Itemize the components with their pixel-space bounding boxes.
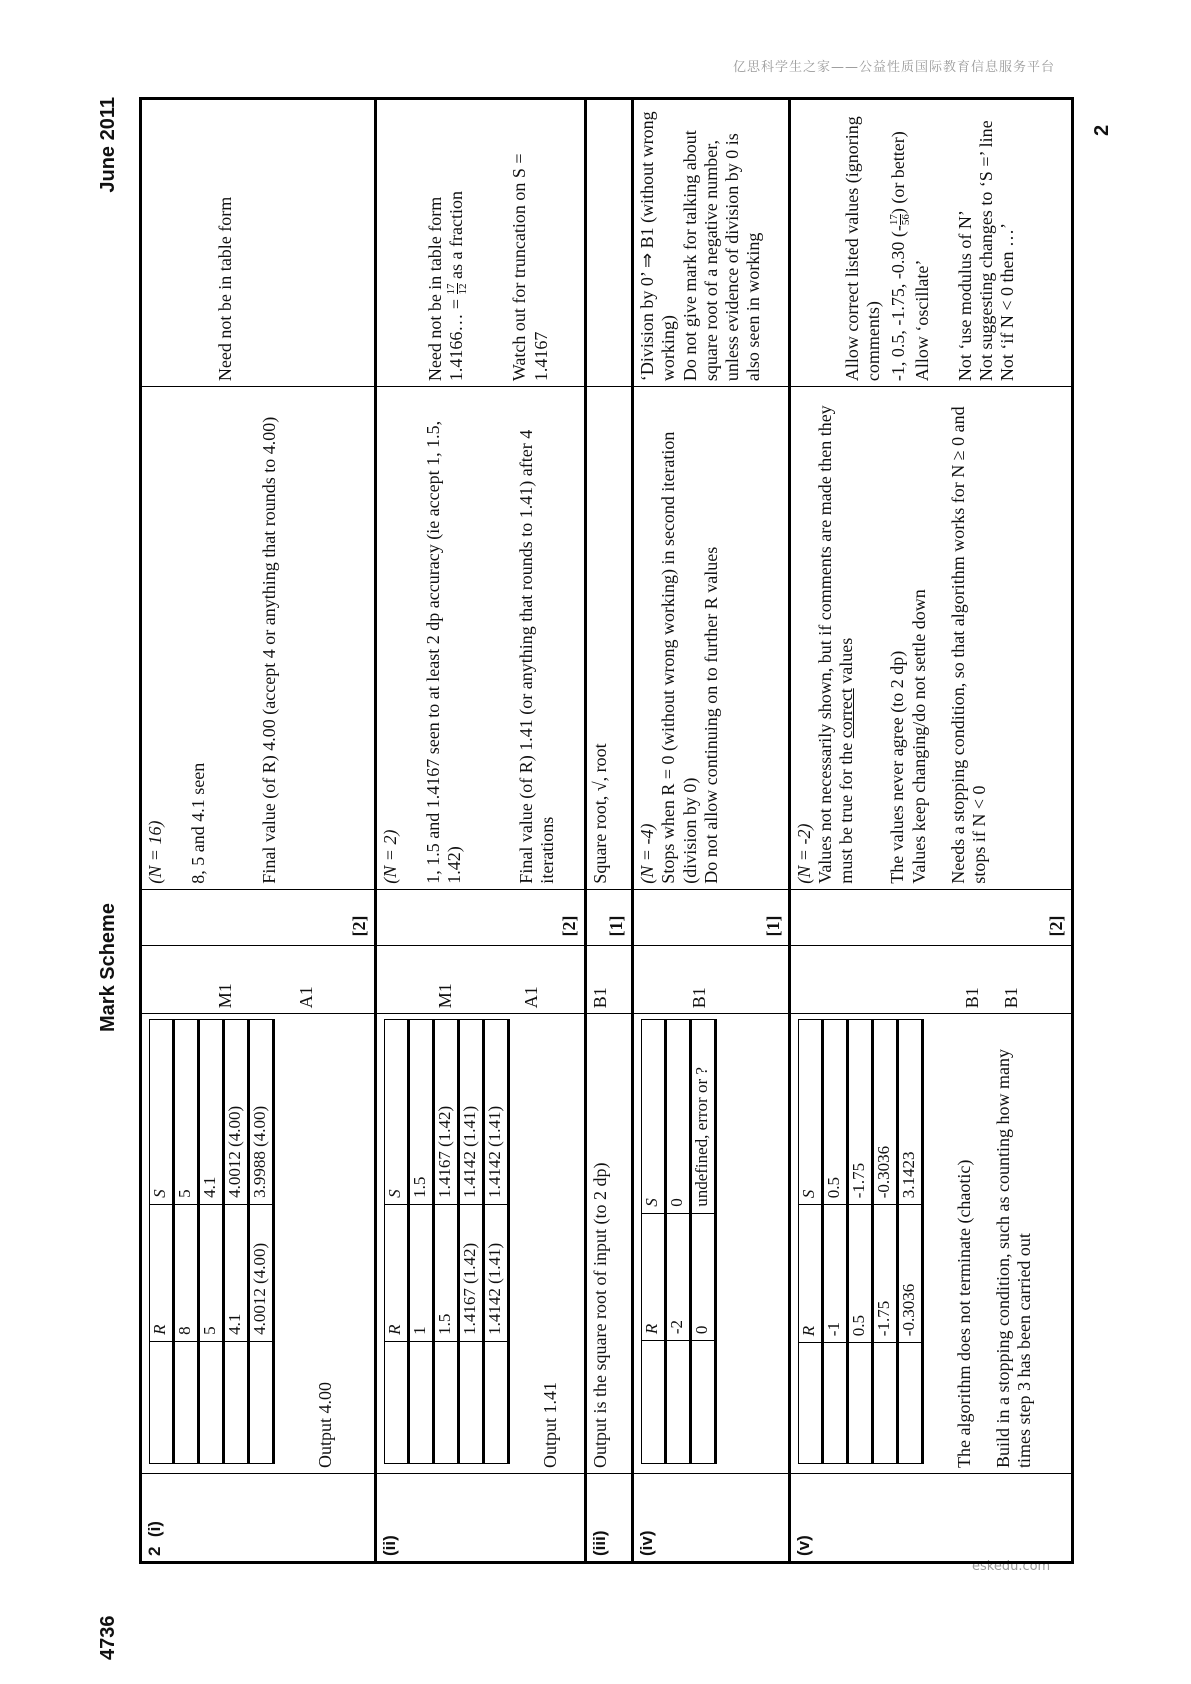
page-number: 2	[1091, 124, 1113, 136]
watermark-top: 亿思科学生之家——公益性质国际教育信息服务平台	[732, 60, 1055, 75]
table-header-r: R	[798, 1205, 822, 1343]
comment-text: ‘Division by 0’ ⇒ B1 (without wrong working)	[637, 111, 679, 382]
table-cell: 0.5	[847, 1205, 872, 1343]
part-label: (iv)	[633, 1473, 790, 1562]
rotated-page	[89, 97, 1139, 1660]
table-cell: 1.4142 (1.41)	[483, 1020, 508, 1205]
mark: B1	[961, 987, 982, 1009]
fraction	[446, 284, 469, 295]
answer-cell	[141, 1014, 376, 1474]
table-header-s: S	[384, 1020, 408, 1205]
comment-text: Allow ‘oscillate’	[911, 259, 932, 382]
guidance-text: 1, 1.5 and 1.4167 seen to at least 2 dp accuracy (ie accept 1, 1.5, 1.42)	[423, 420, 465, 884]
comment-text: Not ‘use modulus of N’	[954, 210, 975, 382]
page-header	[89, 97, 129, 1660]
part-label: (iii)	[585, 1473, 632, 1562]
table-cell: 5	[174, 1020, 199, 1205]
guidance-text: Square root, √, root	[585, 387, 632, 890]
table-cell: -0.3036	[872, 1020, 897, 1205]
part-label: (v)	[789, 1473, 1072, 1562]
table-cell: -1.75	[872, 1205, 897, 1343]
table-cell: 1.4167 (1.42)	[458, 1204, 483, 1341]
marks-cell	[633, 945, 790, 1014]
mark: B1	[585, 945, 632, 1014]
table-cell: 1.5	[433, 1204, 458, 1341]
total-marks: [2]	[348, 915, 369, 937]
table-cell: 3.1423	[897, 1020, 922, 1205]
row-part-iv	[633, 99, 790, 1563]
guidance-text: The values never agree (to 2 dp)	[887, 650, 908, 884]
guidance-text: Final value (of R) 1.41 (or anything that rounds to 1.41) after 4 iterations	[515, 429, 557, 884]
row-part-ii	[375, 99, 585, 1563]
comment-fraction-line	[446, 105, 469, 381]
guidance-cell	[141, 387, 376, 890]
trace-table	[149, 1019, 275, 1464]
comment-text: Do not give mark for talking about square root of a negative number, unless evidence of division by 0 is also seen in working	[679, 130, 764, 382]
table-header-r: R	[150, 1204, 174, 1341]
guidance-text: Values keep changing/do not settle down	[908, 589, 929, 884]
comment-text: as a fraction	[446, 191, 467, 279]
output-text: Output 4.00	[315, 1381, 335, 1468]
marks-cell	[141, 945, 376, 1014]
guidance-text: Needs a stopping condition, so that algorithm works for N ≥ 0 and stops if N < 0	[947, 406, 990, 884]
guidance-n: (N = 2)	[379, 829, 400, 884]
table-cell: 4.1	[199, 1020, 224, 1205]
comment-text: Not ‘if N < 0 then …’	[997, 223, 1018, 382]
trace-table	[798, 1019, 924, 1464]
table-cell: 5	[199, 1204, 224, 1341]
comment-cell	[375, 99, 585, 387]
table-cell: 1.5	[408, 1020, 433, 1205]
guidance-cell	[633, 387, 790, 890]
trace-table	[641, 1019, 717, 1464]
fraction-numerator: 17	[445, 283, 458, 295]
guidance-cell	[789, 387, 1072, 890]
guidance-text: Final value (of R) 4.00 (accept 4 or anything that rounds to 4.00)	[259, 416, 280, 884]
comment-text: Not suggesting changes to ‘S =’ line	[976, 120, 997, 382]
guidance-text	[815, 392, 857, 884]
table-cell: 1	[408, 1204, 433, 1341]
row-part-i	[141, 99, 376, 1563]
question-cell	[141, 1473, 376, 1562]
mark: A1	[296, 986, 317, 1009]
part-label: (i)	[145, 1521, 164, 1538]
output-text: Output 1.41	[539, 1381, 560, 1468]
table-cell: -2	[666, 1213, 691, 1340]
guidance-text-part: Values not necessarily shown, but if comments are made then they must be true for the	[815, 405, 857, 884]
header-title: Mark Scheme	[97, 903, 119, 1032]
mark: M1	[434, 983, 455, 1009]
table-cell: -1	[822, 1205, 847, 1343]
table-cell: -0.3036	[897, 1205, 922, 1343]
table-cell: 1.4142 (1.41)	[483, 1204, 508, 1341]
answer-cell	[375, 1014, 585, 1474]
table-header-r: R	[642, 1213, 666, 1340]
guidance-n: (N = -2)	[793, 823, 814, 884]
table-cell: 0	[691, 1213, 716, 1340]
paper-code: 4736	[97, 1615, 119, 1660]
table-cell: 4.0012 (4.00)	[249, 1204, 274, 1341]
comment-cell	[141, 99, 376, 387]
fraction-numerator: 17	[887, 214, 900, 226]
guidance-text: Do not allow continuing on to further R values	[700, 546, 721, 884]
comment-text: Need not be in table form	[215, 196, 235, 382]
part-label: (ii)	[375, 1473, 585, 1562]
mark: B1	[689, 987, 710, 1009]
guidance-cell	[375, 387, 585, 890]
comment-cell	[789, 99, 1072, 387]
comment-text: Allow correct listed values (ignoring comments)	[841, 116, 883, 382]
total-cell	[789, 889, 1072, 945]
answer-text: The algorithm does not terminate (chaotic)	[953, 1159, 974, 1468]
trace-table	[384, 1019, 510, 1464]
table-cell: -1.75	[847, 1020, 872, 1205]
table-header-s: S	[798, 1020, 822, 1205]
table-cell: 3.9988 (4.00)	[249, 1020, 274, 1205]
total-marks: [1]	[762, 915, 783, 937]
question-number: 2	[145, 1546, 164, 1556]
guidance-underline: correct	[836, 688, 857, 739]
comment-fraction-line	[888, 105, 911, 381]
answer-text: Output is the square root of input (to 2 dp)	[585, 1014, 632, 1474]
fraction-denominator: 12	[457, 283, 470, 295]
guidance-n: (N = 16)	[145, 820, 165, 884]
table-header-s: S	[642, 1020, 666, 1214]
mark-scheme-table	[139, 97, 1074, 1564]
comment-cell	[633, 99, 790, 387]
total-marks: [2]	[558, 915, 579, 937]
fraction	[889, 214, 912, 225]
guidance-text: 8, 5 and 4.1 seen	[188, 762, 209, 884]
comment-text: -1, 0.5, -1.75, -0.30 (-	[888, 225, 909, 382]
mark: M1	[215, 983, 235, 1009]
guidance-text: Stops when R = 0 (without wrong working) in second iteration (division by 0)	[658, 431, 700, 884]
comment-text: ) (or better)	[888, 131, 909, 215]
comment-text: 1.4166… =	[446, 299, 467, 382]
total-marks: [2]	[1045, 915, 1066, 937]
watermark-bottom: eskedu.com	[972, 1559, 1051, 1574]
table-cell: 0.5	[822, 1020, 847, 1205]
comment-text: Need not be in table form	[424, 196, 445, 382]
table-cell: 4.0012 (4.00)	[224, 1020, 249, 1205]
table-cell: 8	[174, 1204, 199, 1341]
guidance-n: (N = -4)	[637, 823, 658, 884]
comment-text: Watch out for truncation on S = 1.4167	[509, 153, 551, 382]
total-cell	[141, 889, 376, 945]
marks-cell	[375, 945, 585, 1014]
mark: A1	[521, 986, 542, 1009]
row-part-v	[789, 99, 1072, 1563]
total-cell	[633, 889, 790, 945]
mark: B1	[1001, 987, 1021, 1009]
guidance-text-part: values	[836, 637, 857, 684]
table-cell: 1.4142 (1.41)	[458, 1020, 483, 1205]
table-cell: 1.4167 (1.42)	[433, 1020, 458, 1205]
answer-cell	[633, 1014, 790, 1474]
marks-cell	[789, 945, 1072, 1014]
fraction-denominator: 56	[899, 214, 912, 226]
total-marks: [1]	[606, 915, 626, 937]
answer-text: Build in a stopping condition, such as counting how many times step 3 has been carried out	[993, 1049, 1035, 1468]
table-cell: 0	[666, 1020, 691, 1214]
answer-cell	[789, 1014, 1072, 1474]
total-cell	[375, 889, 585, 945]
table-cell: undefined, error or ?	[691, 1020, 716, 1214]
table-header-s: S	[150, 1020, 174, 1205]
row-part-iii	[585, 99, 632, 1563]
table-header-r: R	[384, 1204, 408, 1341]
table-cell: 4.1	[224, 1204, 249, 1341]
total-cell	[585, 889, 632, 945]
comment-cell	[585, 99, 632, 387]
header-date: June 2011	[97, 97, 119, 193]
